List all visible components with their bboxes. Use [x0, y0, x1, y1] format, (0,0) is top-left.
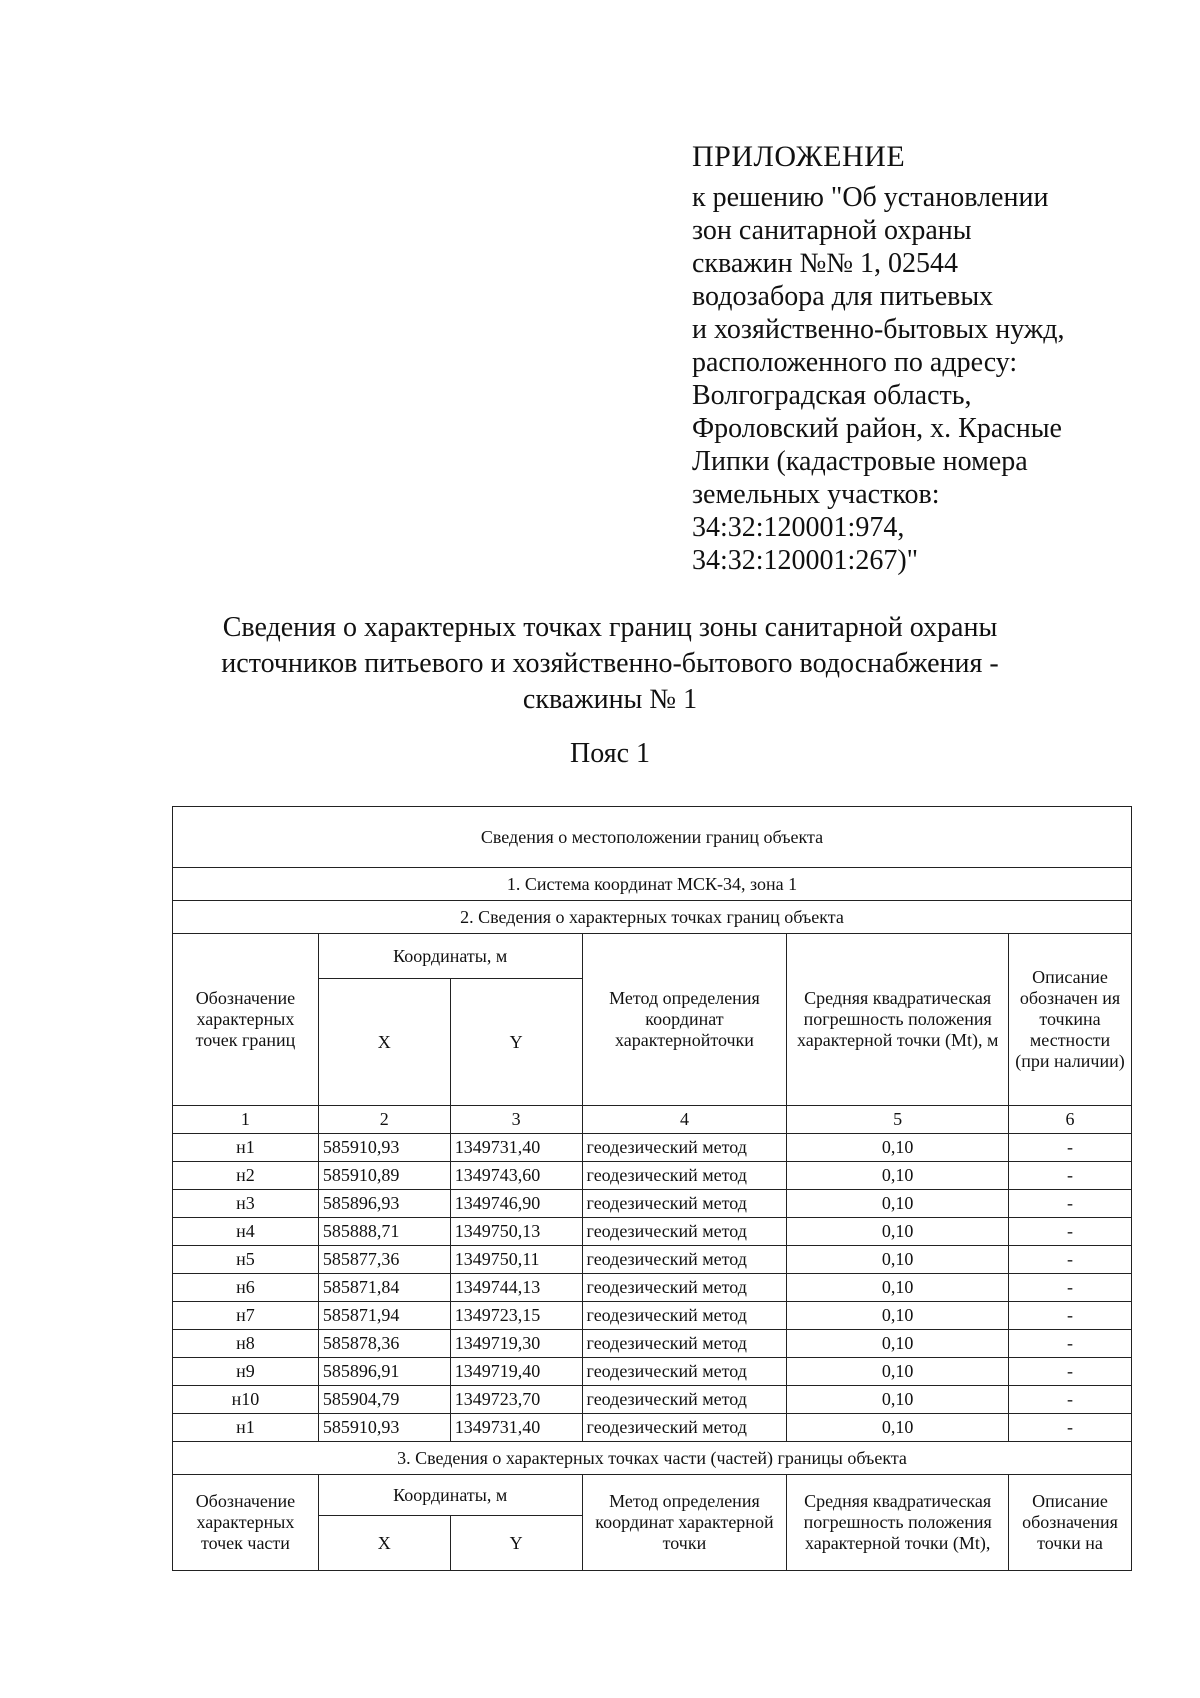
x-cell: 585877,36: [318, 1246, 450, 1274]
x-cell: 585888,71: [318, 1218, 450, 1246]
description-cell: -: [1009, 1162, 1132, 1190]
description-cell: -: [1009, 1218, 1132, 1246]
appendix-line: расположенного по адресу:: [692, 347, 1018, 378]
description-cell: -: [1009, 1246, 1132, 1274]
document-title: [150, 610, 1070, 718]
table-row: [173, 1274, 1132, 1302]
point-cell: н9: [173, 1358, 319, 1386]
col-number: 4: [582, 1106, 787, 1134]
appendix-line: 34:32:120001:974,: [692, 512, 905, 543]
table-row: [173, 1358, 1132, 1386]
appendix-line: Фроловский район, х. Красные: [692, 413, 1062, 444]
appendix-line: скважин №№ 1, 02544: [692, 248, 959, 279]
table-row: [173, 1330, 1132, 1358]
error-cell: 0,10: [787, 1190, 1009, 1218]
y-cell: 1349719,30: [450, 1330, 582, 1358]
appendix-line: Липки (кадастровые номера: [692, 446, 1028, 477]
error-cell: 0,10: [787, 1218, 1009, 1246]
col-y-header: Y: [450, 979, 582, 1106]
x-cell: 585910,93: [318, 1414, 450, 1442]
method-cell: геодезический метод: [582, 1302, 787, 1330]
description-cell: -: [1009, 1134, 1132, 1162]
point-cell: н7: [173, 1302, 319, 1330]
y-cell: 1349731,40: [450, 1134, 582, 1162]
appendix-line: и хозяйственно-бытовых нужд,: [692, 314, 1065, 345]
col-x-header: X: [318, 979, 450, 1106]
method-cell: геодезический метод: [582, 1190, 787, 1218]
col-error-header: Средняя квадратическая погрешность положения характерной точки (Mt), м: [787, 934, 1009, 1106]
x-cell: 585910,89: [318, 1162, 450, 1190]
description-cell: -: [1009, 1414, 1132, 1442]
col-method-header: Метод определения координат характернойточки: [582, 934, 787, 1106]
point-cell: н6: [173, 1274, 319, 1302]
method-cell: геодезический метод: [582, 1274, 787, 1302]
y-cell: 1349746,90: [450, 1190, 582, 1218]
x-cell: 585896,91: [318, 1358, 450, 1386]
appendix-line: зон санитарной охраны: [692, 215, 972, 246]
col-number: 5: [787, 1106, 1009, 1134]
point-cell: н5: [173, 1246, 319, 1274]
method-cell: геодезический метод: [582, 1162, 787, 1190]
description-cell: -: [1009, 1274, 1132, 1302]
col3-y-header: Y: [450, 1516, 582, 1571]
appendix-line: 34:32:120001:267)": [692, 545, 919, 576]
table-row: [173, 1386, 1132, 1414]
description-cell: -: [1009, 1330, 1132, 1358]
point-cell: н10: [173, 1386, 319, 1414]
col3-coords-header: Координаты, м: [318, 1475, 582, 1516]
table-row: [173, 1190, 1132, 1218]
section-3-row: 3. Сведения о характерных точках части (частей) границы объекта: [173, 1442, 1132, 1475]
method-cell: геодезический метод: [582, 1414, 787, 1442]
point-cell: н8: [173, 1330, 319, 1358]
x-cell: 585910,93: [318, 1134, 450, 1162]
error-cell: 0,10: [787, 1274, 1009, 1302]
error-cell: 0,10: [787, 1358, 1009, 1386]
point-cell: н1: [173, 1134, 319, 1162]
title-line-1: Сведения о характерных точках границ зоны санитарной охраны: [222, 612, 998, 643]
x-cell: 585878,36: [318, 1330, 450, 1358]
error-cell: 0,10: [787, 1246, 1009, 1274]
y-cell: 1349723,70: [450, 1386, 582, 1414]
y-cell: 1349719,40: [450, 1358, 582, 1386]
method-cell: геодезический метод: [582, 1218, 787, 1246]
method-cell: геодезический метод: [582, 1134, 787, 1162]
col-number: 2: [318, 1106, 450, 1134]
table-header: Сведения о местоположении границ объекта: [173, 807, 1132, 868]
error-cell: 0,10: [787, 1330, 1009, 1358]
col-number: 1: [173, 1106, 319, 1134]
error-cell: 0,10: [787, 1134, 1009, 1162]
table-row: [173, 1302, 1132, 1330]
method-cell: геодезический метод: [582, 1358, 787, 1386]
appendix-line: водозабора для питьевых: [692, 281, 994, 312]
y-cell: 1349723,15: [450, 1302, 582, 1330]
error-cell: 0,10: [787, 1386, 1009, 1414]
error-cell: 0,10: [787, 1302, 1009, 1330]
table-row: [173, 1246, 1132, 1274]
table-row: [173, 1134, 1132, 1162]
appendix-line: Волгоградская область,: [692, 380, 972, 411]
x-cell: 585871,94: [318, 1302, 450, 1330]
coordinates-table: [172, 806, 1132, 1571]
y-cell: 1349750,13: [450, 1218, 582, 1246]
section-2-row: 2. Сведения о характерных точках границ объекта: [173, 901, 1132, 934]
point-cell: н2: [173, 1162, 319, 1190]
title-line-3: скважины № 1: [522, 684, 698, 715]
table-row: [173, 1162, 1132, 1190]
section-1-row: 1. Система координат МСК-34, зона 1: [173, 868, 1132, 901]
method-cell: геодезический метод: [582, 1386, 787, 1414]
y-cell: 1349731,40: [450, 1414, 582, 1442]
col3-error-header: Средняя квадратическая погрешность положения характерной точки (Mt),: [787, 1475, 1009, 1571]
table-row: [173, 1414, 1132, 1442]
title-line-2: источников питьевого и хозяйственно-бытового водоснабжения -: [221, 648, 999, 679]
appendix-line: земельных участков:: [692, 479, 940, 510]
description-cell: -: [1009, 1302, 1132, 1330]
x-cell: 585871,84: [318, 1274, 450, 1302]
point-cell: н3: [173, 1190, 319, 1218]
appendix-block: [692, 140, 1162, 577]
x-cell: 585904,79: [318, 1386, 450, 1414]
method-cell: геодезический метод: [582, 1330, 787, 1358]
col3-point-header: Обозначение характерных точек части: [173, 1475, 319, 1571]
error-cell: 0,10: [787, 1162, 1009, 1190]
method-cell: геодезический метод: [582, 1246, 787, 1274]
belt-heading: Пояс 1: [570, 738, 650, 769]
point-cell: н1: [173, 1414, 319, 1442]
col-coords-header: Координаты, м: [318, 934, 582, 979]
description-cell: -: [1009, 1190, 1132, 1218]
description-cell: -: [1009, 1358, 1132, 1386]
point-cell: н4: [173, 1218, 319, 1246]
col3-method-header: Метод определения координат характерной точки: [582, 1475, 787, 1571]
description-cell: -: [1009, 1386, 1132, 1414]
col3-description-header: Описание обозначения точки на: [1009, 1475, 1132, 1571]
col3-x-header: X: [318, 1516, 450, 1571]
y-cell: 1349743,60: [450, 1162, 582, 1190]
x-cell: 585896,93: [318, 1190, 450, 1218]
col-number: 6: [1009, 1106, 1132, 1134]
y-cell: 1349744,13: [450, 1274, 582, 1302]
col-point-header: Обозначение характерных точек границ: [173, 934, 319, 1106]
error-cell: 0,10: [787, 1414, 1009, 1442]
appendix-heading: ПРИЛОЖЕНИЕ: [692, 140, 906, 173]
appendix-line: к решению "Об установлении: [692, 182, 1049, 213]
table-row: [173, 1218, 1132, 1246]
col-number: 3: [450, 1106, 582, 1134]
col-description-header: Описание обозначен ия точкина местности (при наличии): [1009, 934, 1132, 1106]
y-cell: 1349750,11: [450, 1246, 582, 1274]
